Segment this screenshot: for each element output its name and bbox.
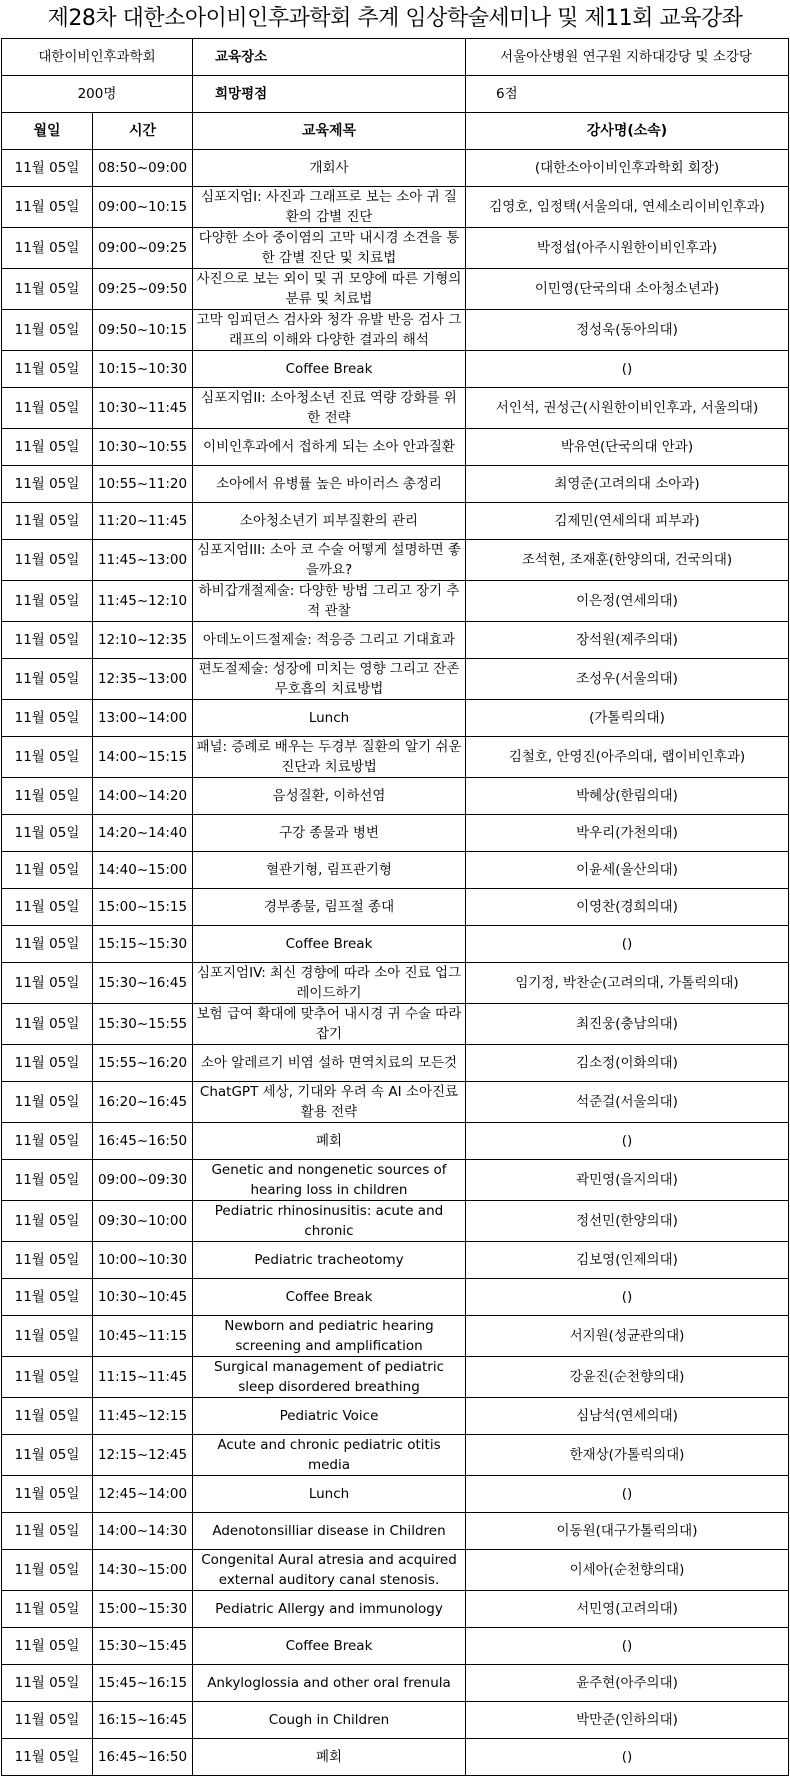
row-date: 11월 05일 bbox=[2, 1316, 93, 1357]
row-topic: Pediatric rhinosinusitis: acute and chronic bbox=[193, 1201, 466, 1242]
row-speaker: () bbox=[466, 1739, 789, 1776]
row-speaker: 박혜상(한림의대) bbox=[466, 778, 789, 815]
table-row bbox=[2, 1004, 789, 1045]
row-time: 10:30~10:45 bbox=[93, 1279, 193, 1316]
row-time: 10:15~10:30 bbox=[93, 351, 193, 388]
table-row bbox=[2, 1550, 789, 1591]
row-speaker: 이영찬(경희의대) bbox=[466, 889, 789, 926]
row-speaker: 이윤세(울산의대) bbox=[466, 852, 789, 889]
row-time: 11:45~12:15 bbox=[93, 1398, 193, 1435]
row-date: 11월 05일 bbox=[2, 926, 93, 963]
row-topic: Ankyloglossia and other oral frenula bbox=[193, 1665, 466, 1702]
row-speaker: 한재상(가톨릭의대) bbox=[466, 1435, 789, 1476]
row-date: 11월 05일 bbox=[2, 963, 93, 1004]
row-speaker: 석준걸(서울의대) bbox=[466, 1082, 789, 1123]
row-time: 09:25~09:50 bbox=[93, 269, 193, 310]
row-date: 11월 05일 bbox=[2, 1550, 93, 1591]
table-row bbox=[2, 351, 789, 388]
row-time: 09:00~09:25 bbox=[93, 228, 193, 269]
row-speaker: () bbox=[466, 351, 789, 388]
table-row bbox=[2, 926, 789, 963]
row-time: 14:30~15:00 bbox=[93, 1550, 193, 1591]
row-topic: Lunch bbox=[193, 1476, 466, 1513]
row-date: 11월 05일 bbox=[2, 1665, 93, 1702]
row-time: 15:30~15:55 bbox=[93, 1004, 193, 1045]
row-time: 10:30~10:55 bbox=[93, 429, 193, 466]
row-topic: Adenotonsilliar disease in Children bbox=[193, 1513, 466, 1550]
row-date: 11월 05일 bbox=[2, 150, 93, 187]
row-topic: Surgical management of pediatric sleep disordered breathing bbox=[193, 1357, 466, 1398]
row-time: 10:45~11:15 bbox=[93, 1316, 193, 1357]
row-time: 09:00~09:30 bbox=[93, 1160, 193, 1201]
table-row bbox=[2, 1123, 789, 1160]
table-row bbox=[2, 187, 789, 228]
row-time: 14:00~14:20 bbox=[93, 778, 193, 815]
table-row bbox=[2, 228, 789, 269]
row-topic: 소아에서 유병률 높은 바이러스 총정리 bbox=[193, 466, 466, 503]
row-time: 14:00~15:15 bbox=[93, 737, 193, 778]
row-date: 11월 05일 bbox=[2, 310, 93, 351]
venue-label: 교육장소 bbox=[193, 39, 466, 76]
row-date: 11월 05일 bbox=[2, 187, 93, 228]
capacity-cell: 200명 bbox=[2, 76, 193, 113]
row-speaker: 장석원(제주의대) bbox=[466, 622, 789, 659]
row-date: 11월 05일 bbox=[2, 1123, 93, 1160]
row-topic: 심포지엄II: 소아청소년 진료 역량 강화를 위한 전략 bbox=[193, 388, 466, 429]
row-speaker: 김영호, 임정택(서울의대, 연세소리이비인후과) bbox=[466, 187, 789, 228]
row-time: 15:30~16:45 bbox=[93, 963, 193, 1004]
row-date: 11월 05일 bbox=[2, 889, 93, 926]
row-time: 11:20~11:45 bbox=[93, 503, 193, 540]
table-row bbox=[2, 269, 789, 310]
row-topic: 구강 종물과 병변 bbox=[193, 815, 466, 852]
table-row bbox=[2, 700, 789, 737]
table-row bbox=[2, 622, 789, 659]
table-row bbox=[2, 852, 789, 889]
row-topic: Coffee Break bbox=[193, 1279, 466, 1316]
row-topic: 편도절제술: 성장에 미치는 영향 그리고 잔존 무호흡의 치료방법 bbox=[193, 659, 466, 700]
row-date: 11월 05일 bbox=[2, 815, 93, 852]
row-date: 11월 05일 bbox=[2, 1739, 93, 1776]
row-date: 11월 05일 bbox=[2, 269, 93, 310]
table-row bbox=[2, 1045, 789, 1082]
row-speaker: 박만준(인하의대) bbox=[466, 1702, 789, 1739]
row-date: 11월 05일 bbox=[2, 1160, 93, 1201]
row-time: 09:50~10:15 bbox=[93, 310, 193, 351]
row-time: 11:45~12:10 bbox=[93, 581, 193, 622]
table-row bbox=[2, 1160, 789, 1201]
row-topic: 고막 임피던스 검사와 청각 유발 반응 검사 그래프의 이해와 다양한 결과의 해석 bbox=[193, 310, 466, 351]
header-time: 시간 bbox=[93, 113, 193, 150]
table-row bbox=[2, 815, 789, 852]
info-row-capacity bbox=[2, 76, 789, 113]
row-speaker: (대한소아이비인후과학회 회장) bbox=[466, 150, 789, 187]
table-row bbox=[2, 778, 789, 815]
row-topic: 폐회 bbox=[193, 1123, 466, 1160]
row-date: 11월 05일 bbox=[2, 1702, 93, 1739]
row-date: 11월 05일 bbox=[2, 581, 93, 622]
row-topic: 심포지엄IV: 최신 경향에 따라 소아 진료 업그레이드하기 bbox=[193, 963, 466, 1004]
row-time: 15:00~15:15 bbox=[93, 889, 193, 926]
info-row-organizer bbox=[2, 39, 789, 76]
table-row bbox=[2, 737, 789, 778]
row-topic: Acute and chronic pediatric otitis media bbox=[193, 1435, 466, 1476]
row-topic: 소아청소년기 피부질환의 관리 bbox=[193, 503, 466, 540]
row-time: 10:55~11:20 bbox=[93, 466, 193, 503]
row-speaker: () bbox=[466, 1476, 789, 1513]
row-date: 11월 05일 bbox=[2, 778, 93, 815]
table-row bbox=[2, 889, 789, 926]
header-speaker: 강사명(소속) bbox=[466, 113, 789, 150]
row-time: 12:15~12:45 bbox=[93, 1435, 193, 1476]
row-time: 10:30~11:45 bbox=[93, 388, 193, 429]
row-speaker: 이세아(순천향의대) bbox=[466, 1550, 789, 1591]
row-date: 11월 05일 bbox=[2, 700, 93, 737]
header-topic: 교육제목 bbox=[193, 113, 466, 150]
row-time: 08:50~09:00 bbox=[93, 150, 193, 187]
row-topic: Coffee Break bbox=[193, 1628, 466, 1665]
row-topic: Genetic and nongenetic sources of hearing loss in children bbox=[193, 1160, 466, 1201]
row-topic: Pediatric tracheotomy bbox=[193, 1242, 466, 1279]
row-speaker: 조성우(서울의대) bbox=[466, 659, 789, 700]
table-row bbox=[2, 1739, 789, 1776]
row-speaker: 박유연(단국의대 안과) bbox=[466, 429, 789, 466]
row-date: 11월 05일 bbox=[2, 622, 93, 659]
row-topic: 심포지엄III: 소아 코 수술 어떻게 설명하면 좋을까요? bbox=[193, 540, 466, 581]
table-row bbox=[2, 1082, 789, 1123]
row-date: 11월 05일 bbox=[2, 1082, 93, 1123]
table-row bbox=[2, 1279, 789, 1316]
organizer-cell: 대한이비인후과학회 bbox=[2, 39, 193, 76]
row-speaker: 심남석(연세의대) bbox=[466, 1398, 789, 1435]
row-topic: 개회사 bbox=[193, 150, 466, 187]
row-topic: 아데노이드절제술: 적응증 그리고 기대효과 bbox=[193, 622, 466, 659]
row-time: 15:55~16:20 bbox=[93, 1045, 193, 1082]
row-time: 14:00~14:30 bbox=[93, 1513, 193, 1550]
row-time: 11:15~11:45 bbox=[93, 1357, 193, 1398]
row-topic: Coffee Break bbox=[193, 926, 466, 963]
row-time: 15:00~15:30 bbox=[93, 1591, 193, 1628]
row-speaker: 서민영(고려의대) bbox=[466, 1591, 789, 1628]
table-row bbox=[2, 429, 789, 466]
table-row bbox=[2, 581, 789, 622]
row-date: 11월 05일 bbox=[2, 1242, 93, 1279]
row-speaker: 정선민(한양의대) bbox=[466, 1201, 789, 1242]
row-date: 11월 05일 bbox=[2, 1591, 93, 1628]
row-time: 16:20~16:45 bbox=[93, 1082, 193, 1123]
row-time: 09:30~10:00 bbox=[93, 1201, 193, 1242]
header-date: 월일 bbox=[2, 113, 93, 150]
row-time: 13:00~14:00 bbox=[93, 700, 193, 737]
row-topic: 소아 알레르기 비염 설하 면역치료의 모든것 bbox=[193, 1045, 466, 1082]
table-row bbox=[2, 1242, 789, 1279]
row-speaker: () bbox=[466, 1628, 789, 1665]
row-date: 11월 05일 bbox=[2, 1435, 93, 1476]
row-date: 11월 05일 bbox=[2, 503, 93, 540]
row-topic: 이비인후과에서 접하게 되는 소아 안과질환 bbox=[193, 429, 466, 466]
table-row bbox=[2, 1702, 789, 1739]
row-speaker: 최진웅(충남의대) bbox=[466, 1004, 789, 1045]
row-topic: Newborn and pediatric hearing screening and amplification bbox=[193, 1316, 466, 1357]
row-time: 14:40~15:00 bbox=[93, 852, 193, 889]
row-speaker: 서지원(성균관의대) bbox=[466, 1316, 789, 1357]
row-topic: 다양한 소아 중이염의 고막 내시경 소견을 통한 감별 진단 및 치료법 bbox=[193, 228, 466, 269]
table-header-row bbox=[2, 113, 789, 150]
row-time: 09:00~10:15 bbox=[93, 187, 193, 228]
row-speaker: 이민영(단국의대 소아청소년과) bbox=[466, 269, 789, 310]
table-row bbox=[2, 1398, 789, 1435]
points-label: 희망평점 bbox=[193, 76, 466, 113]
table-row bbox=[2, 388, 789, 429]
row-speaker: 이은정(연세의대) bbox=[466, 581, 789, 622]
row-time: 16:45~16:50 bbox=[93, 1739, 193, 1776]
row-topic: Pediatric Voice bbox=[193, 1398, 466, 1435]
table-row bbox=[2, 540, 789, 581]
row-topic: 음성질환, 이하선염 bbox=[193, 778, 466, 815]
row-time: 12:10~12:35 bbox=[93, 622, 193, 659]
row-time: 15:30~15:45 bbox=[93, 1628, 193, 1665]
table-row bbox=[2, 150, 789, 187]
row-date: 11월 05일 bbox=[2, 1004, 93, 1045]
row-speaker: 김보영(인제의대) bbox=[466, 1242, 789, 1279]
table-row bbox=[2, 1476, 789, 1513]
schedule-table bbox=[1, 38, 789, 1776]
row-speaker: 김소정(이화의대) bbox=[466, 1045, 789, 1082]
row-date: 11월 05일 bbox=[2, 540, 93, 581]
row-speaker: 박정섭(아주시원한이비인후과) bbox=[466, 228, 789, 269]
row-date: 11월 05일 bbox=[2, 228, 93, 269]
row-speaker: 조석현, 조재훈(한양의대, 건국의대) bbox=[466, 540, 789, 581]
row-date: 11월 05일 bbox=[2, 351, 93, 388]
row-topic: 하비갑개절제술: 다양한 방법 그리고 장기 추적 관찰 bbox=[193, 581, 466, 622]
row-time: 12:35~13:00 bbox=[93, 659, 193, 700]
table-row bbox=[2, 1316, 789, 1357]
row-speaker: 김철호, 안영진(아주의대, 랩이비인후과) bbox=[466, 737, 789, 778]
row-topic: Cough in Children bbox=[193, 1702, 466, 1739]
row-time: 11:45~13:00 bbox=[93, 540, 193, 581]
row-speaker: 최영준(고려의대 소아과) bbox=[466, 466, 789, 503]
row-date: 11월 05일 bbox=[2, 1045, 93, 1082]
table-row bbox=[2, 1357, 789, 1398]
row-speaker: 정성욱(동아의대) bbox=[466, 310, 789, 351]
row-date: 11월 05일 bbox=[2, 1513, 93, 1550]
row-speaker: 강윤진(순천향의대) bbox=[466, 1357, 789, 1398]
row-topic: 혈관기형, 림프관기형 bbox=[193, 852, 466, 889]
page-title: 제28차 대한소아이비인후과학회 추계 임상학술세미나 및 제11회 교육강좌 bbox=[47, 6, 743, 31]
venue-value bbox=[466, 39, 789, 76]
row-speaker: 곽민영(을지의대) bbox=[466, 1160, 789, 1201]
row-topic: 폐회 bbox=[193, 1739, 466, 1776]
row-time: 12:45~14:00 bbox=[93, 1476, 193, 1513]
row-speaker: 임기정, 박찬순(고려의대, 가톨릭의대) bbox=[466, 963, 789, 1004]
table-row bbox=[2, 1591, 789, 1628]
table-row bbox=[2, 466, 789, 503]
row-speaker: 서인석, 권성근(시원한이비인후과, 서울의대) bbox=[466, 388, 789, 429]
row-date: 11월 05일 bbox=[2, 466, 93, 503]
row-speaker: 박우리(가천의대) bbox=[466, 815, 789, 852]
row-date: 11월 05일 bbox=[2, 1628, 93, 1665]
row-topic: 심포지엄I: 사진과 그래프로 보는 소아 귀 질환의 감별 진단 bbox=[193, 187, 466, 228]
table-row bbox=[2, 1435, 789, 1476]
row-date: 11월 05일 bbox=[2, 659, 93, 700]
row-topic: 사진으로 보는 외이 및 귀 모양에 따른 기형의 분류 및 치료법 bbox=[193, 269, 466, 310]
row-date: 11월 05일 bbox=[2, 1357, 93, 1398]
table-row bbox=[2, 310, 789, 351]
row-time: 16:15~16:45 bbox=[93, 1702, 193, 1739]
row-speaker: 김제민(연세의대 피부과) bbox=[466, 503, 789, 540]
table-row bbox=[2, 1665, 789, 1702]
row-topic: 패널: 증례로 배우는 두경부 질환의 알기 쉬운 진단과 치료방법 bbox=[193, 737, 466, 778]
row-time: 15:15~15:30 bbox=[93, 926, 193, 963]
row-date: 11월 05일 bbox=[2, 1279, 93, 1316]
row-topic: Pediatric Allergy and immunology bbox=[193, 1591, 466, 1628]
points-value: 6점 bbox=[466, 76, 789, 113]
row-date: 11월 05일 bbox=[2, 1476, 93, 1513]
row-time: 10:00~10:30 bbox=[93, 1242, 193, 1279]
row-speaker: 이동원(대구가톨릭의대) bbox=[466, 1513, 789, 1550]
row-speaker: 윤주현(아주의대) bbox=[466, 1665, 789, 1702]
row-date: 11월 05일 bbox=[2, 1201, 93, 1242]
row-date: 11월 05일 bbox=[2, 737, 93, 778]
row-time: 16:45~16:50 bbox=[93, 1123, 193, 1160]
row-date: 11월 05일 bbox=[2, 429, 93, 466]
table-row bbox=[2, 659, 789, 700]
row-time: 14:20~14:40 bbox=[93, 815, 193, 852]
row-topic: Lunch bbox=[193, 700, 466, 737]
row-time: 15:45~16:15 bbox=[93, 1665, 193, 1702]
row-date: 11월 05일 bbox=[2, 1398, 93, 1435]
row-topic: Coffee Break bbox=[193, 351, 466, 388]
row-topic: 경부종물, 림프절 종대 bbox=[193, 889, 466, 926]
table-row bbox=[2, 503, 789, 540]
row-speaker: () bbox=[466, 1279, 789, 1316]
table-row bbox=[2, 1513, 789, 1550]
row-topic: Congenital Aural atresia and acquired external auditory canal stenosis. bbox=[193, 1550, 466, 1591]
table-row bbox=[2, 1628, 789, 1665]
row-date: 11월 05일 bbox=[2, 388, 93, 429]
table-row bbox=[2, 1201, 789, 1242]
row-speaker: () bbox=[466, 1123, 789, 1160]
table-row bbox=[2, 963, 789, 1004]
venue-text: 서울아산병원 연구원 지하대강당 및 소강당 bbox=[500, 48, 752, 65]
row-date: 11월 05일 bbox=[2, 852, 93, 889]
row-topic: ChatGPT 세상, 기대와 우려 속 AI 소아진료 활용 전략 bbox=[193, 1082, 466, 1123]
row-speaker: (가톨릭의대) bbox=[466, 700, 789, 737]
row-topic: 보험 급여 확대에 맞추어 내시경 귀 수술 따라잡기 bbox=[193, 1004, 466, 1045]
row-speaker: () bbox=[466, 926, 789, 963]
